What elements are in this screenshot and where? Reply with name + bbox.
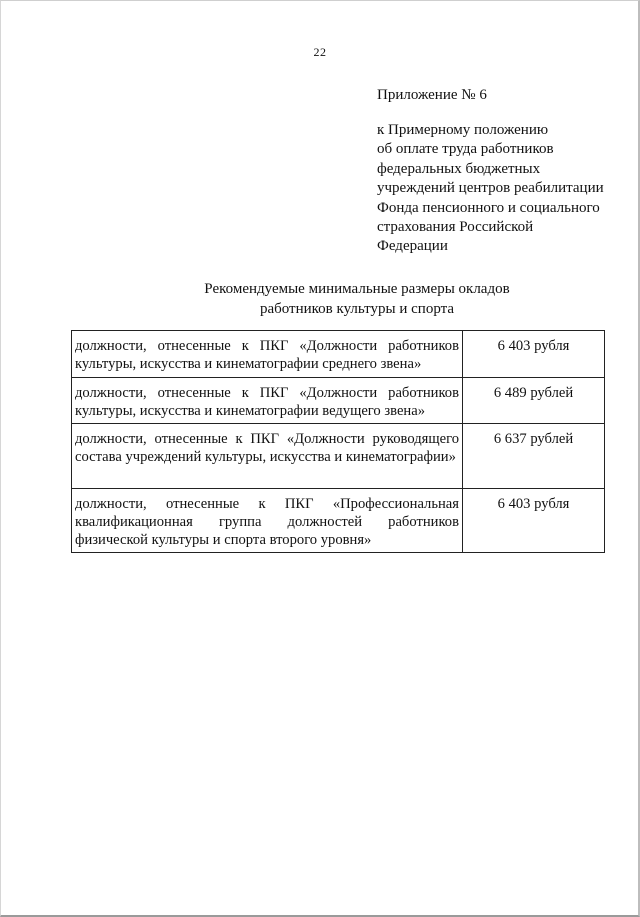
position-cell: должности, отнесенные к ПКГ «Профессиональная квалификационная группа должностей работников физической культуры и спорта второго уровня» xyxy=(72,489,463,553)
position-cell: должности, отнесенные к ПКГ «Должности работников культуры, искусства и кинематографии среднего звена» xyxy=(72,331,463,378)
table-row xyxy=(72,424,605,489)
appendix-note-line: учреждений центров реабилитации xyxy=(377,180,604,197)
appendix-note-line: Фонда пенсионного и социального xyxy=(377,199,600,216)
table-heading-line: Рекомендуемые минимальные размеры окладов xyxy=(204,281,510,297)
salary-cell: 6 403 рубля xyxy=(463,489,605,553)
appendix-note xyxy=(377,121,604,257)
appendix-note-line: Федерации xyxy=(377,238,448,255)
table-heading xyxy=(0,279,640,319)
appendix-note-line: федеральных бюджетных xyxy=(377,160,541,177)
salary-table xyxy=(71,330,605,553)
position-cell: должности, отнесенные к ПКГ «Должности руководящего состава учреждений культуры, искусства и кинематографии» xyxy=(72,424,463,489)
salary-cell: 6 489 рублей xyxy=(463,378,605,424)
table-row xyxy=(72,489,605,553)
table-row xyxy=(72,378,605,424)
table-heading-line: работников культуры и спорта xyxy=(259,301,455,317)
appendix-note-line: к Примерному положению xyxy=(377,122,549,138)
position-cell: должности, отнесенные к ПКГ «Должности работников культуры, искусства и кинематографии ведущего звена» xyxy=(72,378,463,424)
table-row xyxy=(72,331,605,378)
salary-cell: 6 637 рублей xyxy=(463,424,605,489)
page-number: 22 xyxy=(313,45,327,59)
salary-cell: 6 403 рубля xyxy=(463,331,605,378)
appendix-title: Приложение № 6 xyxy=(377,87,487,103)
appendix-note-line: об оплате труда работников xyxy=(377,141,554,158)
appendix-note-line: страхования Российской xyxy=(377,219,534,236)
